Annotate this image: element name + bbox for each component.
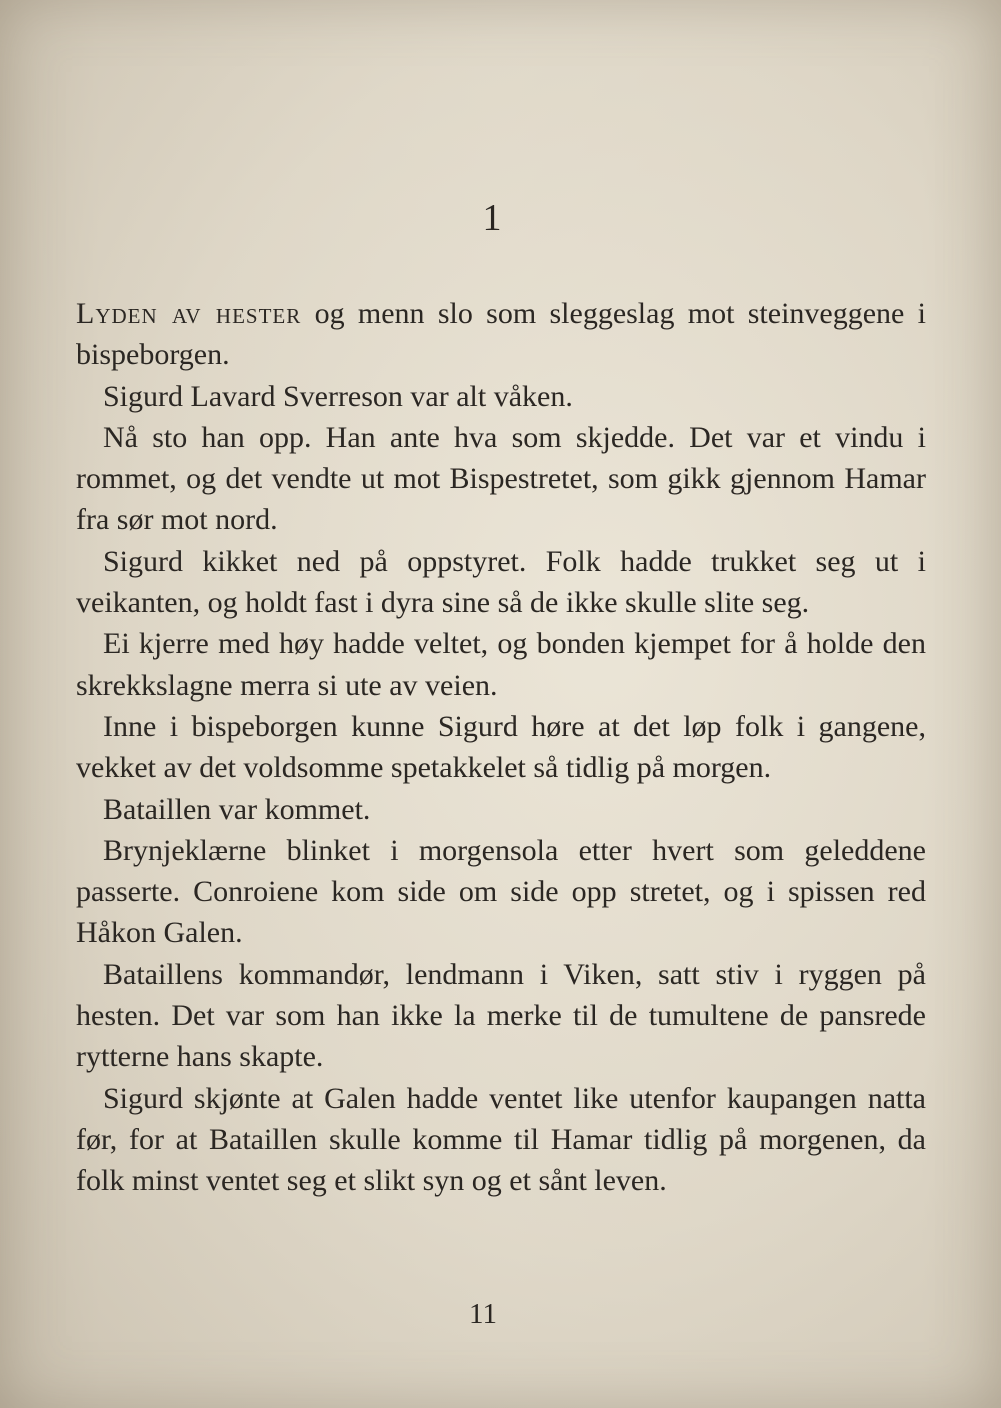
paragraph-8: Brynjeklærne blinket i morgensola etter hvert som geleddene passerte. Conroiene kom side om side opp stretet, og i spissen red Håkon Galen. bbox=[76, 833, 926, 950]
paragraph-2: Sigurd Lavard Sverreson var alt våken. bbox=[103, 379, 573, 413]
paragraph-4: Sigurd kikket ned på oppstyret. Folk hadde trukket seg ut i veikanten, og holdt fast i dyra sine så de ikke skulle slite seg. bbox=[76, 544, 926, 620]
paragraph-6: Inne i bispeborgen kunne Sigurd høre at det løp folk i gangene, vekket av det voldsomme spetakkelet så tidlig på morgen. bbox=[76, 709, 926, 785]
paragraph-1 bbox=[76, 293, 926, 376]
chapter-number: 1 bbox=[482, 197, 502, 239]
chapter-body bbox=[76, 293, 926, 1202]
paragraph-text: og menn slo som sleggeslag mot steinveggene i bispeborgen. bbox=[76, 297, 927, 372]
paragraph-10: Sigurd skjønte at Galen hadde ventet like utenfor kaupangen natta før, for at Bataillen skulle komme til Hamar tidlig på morgenen, da folk minst ventet seg et slikt syn og et sånt leven. bbox=[76, 1081, 926, 1198]
paragraph-lead-smallcaps: Lyden av hester bbox=[76, 297, 302, 330]
paragraph-3: Nå sto han opp. Han ante hva som skjedde. Det var et vindu i rommet, og det vendte ut mot Bispestretet, som gikk gjennom Hamar fra sør mot nord. bbox=[76, 420, 926, 537]
page-number: 11 bbox=[469, 1298, 497, 1330]
paragraph-9: Bataillens kommandør, lendmann i Viken, satt stiv i ryggen på hesten. Det var som han ikke la merke til de tumultene de pansrede rytterne hans skapte. bbox=[76, 957, 926, 1074]
paragraph-7: Bataillen var kommet. bbox=[103, 792, 371, 826]
paragraph-5: Ei kjerre med høy hadde veltet, og bonden kjempet for å holde den skrekkslagne merra si ute av veien. bbox=[76, 627, 926, 702]
